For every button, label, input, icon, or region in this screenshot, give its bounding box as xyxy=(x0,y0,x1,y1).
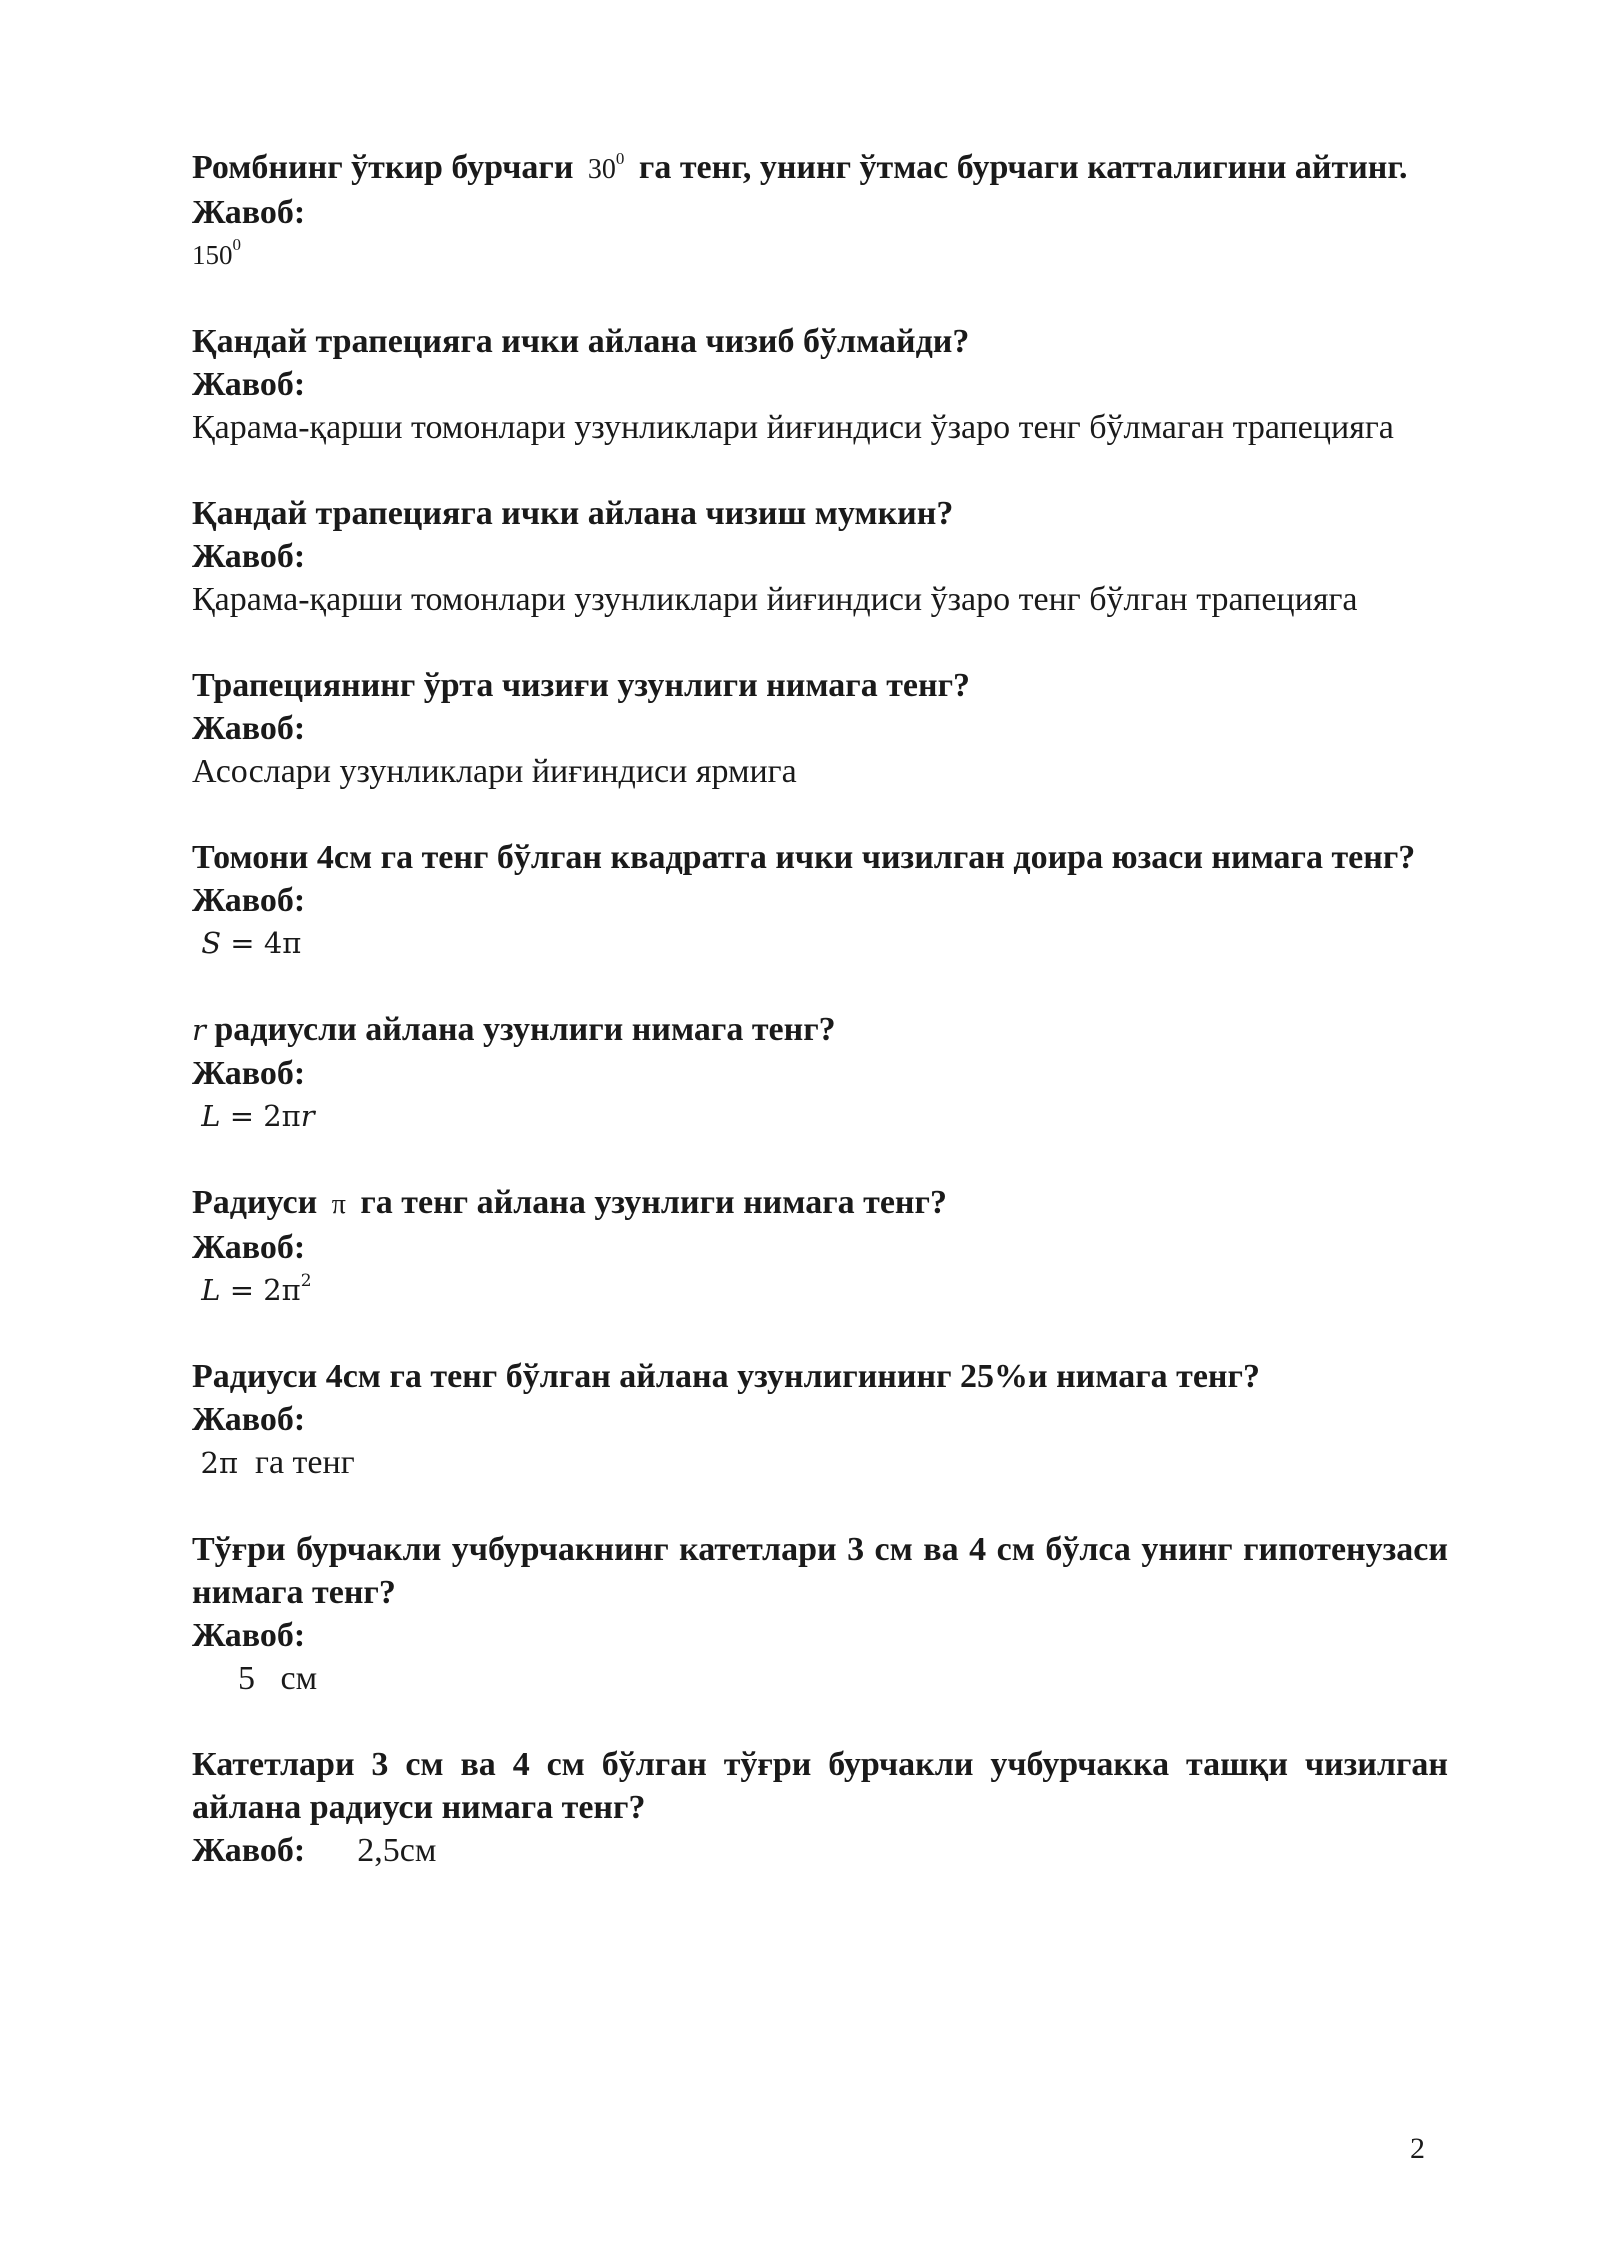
answer-formula: $L = 2\pi^2$ xyxy=(201,1271,312,1307)
question: Радиуси π га тенг айлана узунлиги нимага тенг? xyxy=(192,1184,947,1221)
question: Тўғри бурчакли учбурчакнинг катетлари 3 см ва 4 см бўлса унинг гипотенузаси нимага тенг? xyxy=(192,1531,1448,1611)
qa-item-inscribed-disk xyxy=(192,836,1448,965)
answer: 2,5см xyxy=(357,1832,437,1869)
answer-formula: L = 2πr xyxy=(201,1099,315,1133)
question: Қандай трапецияга ички айлана чизиб бўлмайди? xyxy=(192,323,970,360)
answer: Асослари узунликлари йиғиндиси ярмига xyxy=(192,753,797,790)
answer: Қарама-қарши томонлари узунликлари йиғиндиси ўзаро тенг бўлган трапецияга xyxy=(192,581,1358,618)
answer-label: Жавоб: xyxy=(192,1617,306,1654)
answer-label: Жавоб: xyxy=(192,1229,306,1266)
question: Катетлари 3 см ва 4 см бўлган тўғри бурчакли учбурчакка ташқи чизилган айлана радиуси нимага тенг? xyxy=(192,1746,1448,1826)
answer: 5 см xyxy=(238,1660,318,1697)
answer-label: Жавоб: xyxy=(192,710,306,747)
answer-label: Жавоб: xyxy=(192,194,306,231)
answer-formula: S = 4π xyxy=(201,926,302,960)
question: r радиусли айлана узунлиги нимага тенг? xyxy=(192,1011,836,1048)
answer: $150^0$ xyxy=(192,235,241,270)
qa-item-trapezoid-no-incircle xyxy=(192,320,1448,449)
qa-item-circumference-r xyxy=(192,1008,1448,1138)
question: Қандай трапецияга ички айлана чизиш мумкин? xyxy=(192,495,954,532)
angle-value: $30^0$ xyxy=(587,149,625,185)
answer: 2π га тенг xyxy=(200,1444,355,1481)
document-page xyxy=(192,146,1448,1915)
answer-label: Жавоб: xyxy=(192,1401,306,1438)
qa-item-quarter-circumference xyxy=(192,1355,1448,1485)
question: Трапециянинг ўрта чизиғи узунлиги нимага тенг? xyxy=(192,667,971,704)
question: Томони 4см га тенг бўлган квадратга ички чизилган доира юзаси нимага тенг? xyxy=(192,839,1416,876)
qa-item-circumradius xyxy=(192,1743,1448,1872)
qa-item-midline xyxy=(192,664,1448,793)
answer: Қарама-қарши томонлари узунликлари йиғиндиси ўзаро тенг бўлмаган трапецияга xyxy=(192,409,1394,446)
qa-item-circumference-pi xyxy=(192,1181,1448,1312)
qa-item-hypotenuse xyxy=(192,1528,1448,1700)
answer-label: Жавоб: xyxy=(192,882,306,919)
page-number: 2 xyxy=(1410,2132,1425,2165)
answer-label: Жавоб: xyxy=(192,538,306,575)
answer-label: Жавоб: xyxy=(192,1055,306,1092)
qa-item-rhombus xyxy=(192,146,1448,277)
answer-label-with-answer: Жавоб: 2,5см xyxy=(192,1829,1448,1872)
question: Ромбнинг ўткир бурчаги $30^0$ га тенг, унинг ўтмас бурчаги катталигини айтинг. xyxy=(192,149,1408,186)
question: Радиуси 4см га тенг бўлган айлана узунлигининг 25%и нимага тенг? xyxy=(192,1358,1260,1395)
qa-item-trapezoid-incircle xyxy=(192,492,1448,621)
answer-label: Жавоб: xyxy=(192,366,306,403)
